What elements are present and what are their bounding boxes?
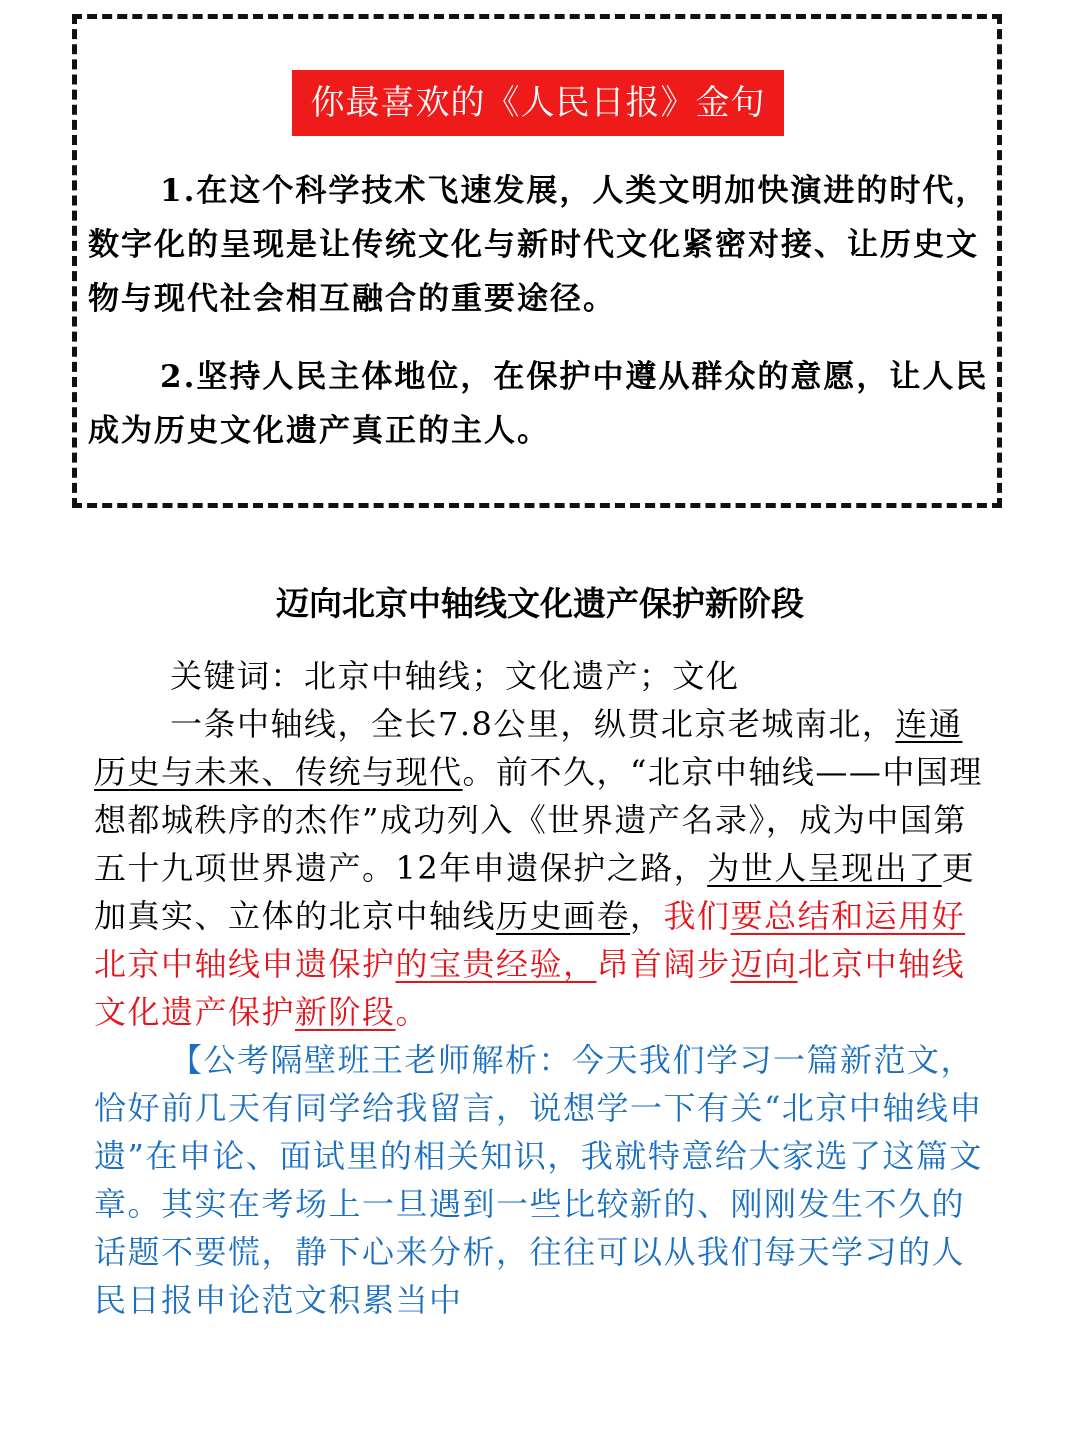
highlight-text: 。 [395, 993, 430, 1031]
underlined-phrase: 历史画卷 [496, 897, 631, 935]
analysis-paragraph: 【公考隔壁班王老师解析：今天我们学习一篇新范文，恰好前几天有同学给我留言，说想学一下有关“北京中轴线申遗”在申论、面试里的相关知识，我就特意给大家选了这篇文章。其实在考场上一旦遇到一些比较新的、刚刚发生不久的话题不要慌，静下心来分析，往往可以从我们每天学习的人民日报申论范文积累当中 [94, 1041, 983, 1319]
text-run: 一条中轴线，全长7.8公里，纵贯北京老城南北， [170, 705, 896, 743]
highlight-text: 北京中轴线申遗保护 [94, 945, 396, 983]
keywords-line: 关键词：北京中轴线；文化遗产；文化 [170, 657, 740, 695]
highlight-text: 北京中轴线文化遗产保护 [94, 945, 966, 1031]
text-run: ， [630, 897, 664, 935]
highlight-text: 我们 [663, 897, 731, 935]
article-paragraph [94, 700, 994, 1036]
article-title: 迈向北京中轴线文化遗产保护新阶段 [276, 584, 804, 623]
quote-1: 1.在这个科学技术飞速发展，人类文明加快演进的时代，数字化的呈现是让传统文化与新时代文化紧密对接、让历史文物与现代社会相互融合的重要途径。 [88, 173, 989, 317]
underlined-phrase: 为世人呈现出了 [707, 849, 942, 887]
text-run: 。前不久，“北京中轴线——中国理想都城秩序的杰作”成功列入《世界遗产名录》，成为中国第五十九项世界遗产。12年申遗保护之路， [94, 753, 983, 887]
article-body [94, 652, 994, 1324]
highlight-underlined: 新阶段 [295, 993, 396, 1031]
highlight-underlined: 要总结和运用好 [730, 897, 966, 935]
quote-2: 2.坚持人民主体地位，在保护中遵从群众的意愿，让人民成为历史文化遗产真正的主人。 [88, 359, 989, 449]
highlight-text: 昂首阔步 [596, 945, 731, 983]
highlight-underlined: 的宝贵经验， [395, 945, 597, 983]
highlight-underlined: 迈向 [730, 945, 798, 983]
quote-box-title: 你最喜欢的《人民日报》金句 [292, 70, 784, 136]
underlined-phrase: 连通历史与未来、传统与现代 [94, 705, 963, 791]
text-run: 更加真实、立体的北京中轴线 [94, 849, 976, 935]
